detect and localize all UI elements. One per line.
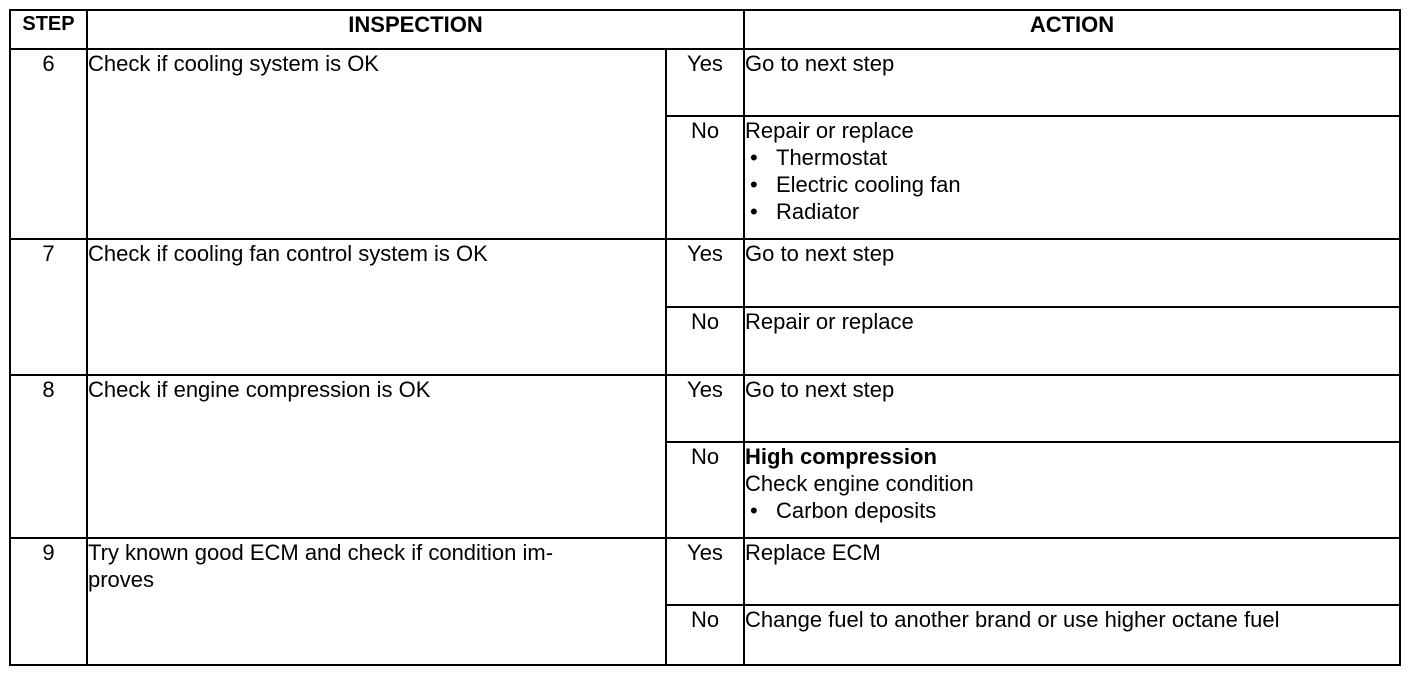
no-label: No	[666, 605, 744, 665]
yes-label: Yes	[666, 375, 744, 442]
bullet-list	[745, 144, 1399, 225]
yes-label: Yes	[666, 239, 744, 307]
inspection-text: Check if engine compression is OK	[87, 375, 666, 538]
action-text: Repair or replace	[745, 118, 914, 143]
action-no	[744, 116, 1400, 239]
action-yes: Go to next step	[744, 49, 1400, 116]
diagnostic-table	[9, 9, 1401, 666]
step-number: 8	[10, 375, 87, 538]
list-item-text: Electric cooling fan	[776, 172, 961, 197]
bullet-icon: •	[750, 199, 758, 224]
list-item-text: Thermostat	[776, 145, 888, 170]
header-inspection: INSPECTION	[87, 10, 744, 49]
bullet-icon: •	[750, 145, 758, 170]
action-heading: High compression	[745, 444, 937, 469]
action-yes: Go to next step	[744, 375, 1400, 442]
header-action: ACTION	[744, 10, 1400, 49]
bullet-list	[745, 497, 1399, 524]
inspection-text	[87, 538, 666, 665]
action-no	[744, 442, 1400, 538]
list-item	[747, 198, 1399, 225]
list-item	[747, 144, 1399, 171]
list-item	[747, 171, 1399, 198]
bullet-icon: •	[750, 498, 758, 523]
header-step: STEP	[10, 10, 87, 49]
step-number: 9	[10, 538, 87, 665]
inspection-line: Try known good ECM and check if condition im-	[88, 540, 554, 565]
inspection-line: proves	[88, 567, 155, 592]
inspection-text: Check if cooling fan control system is OK	[87, 239, 666, 375]
inspection-text: Check if cooling system is OK	[87, 49, 666, 239]
no-label: No	[666, 442, 744, 538]
step-number: 6	[10, 49, 87, 239]
action-text: Check engine condition	[745, 471, 974, 496]
no-label: No	[666, 307, 744, 375]
header-row	[10, 10, 1400, 49]
yes-label: Yes	[666, 538, 744, 605]
table-row	[10, 375, 1400, 442]
list-item-text: Carbon deposits	[776, 498, 937, 523]
action-yes: Replace ECM	[744, 538, 1400, 605]
action-yes: Go to next step	[744, 239, 1400, 307]
step-number: 7	[10, 239, 87, 375]
list-item-text: Radiator	[776, 199, 860, 224]
list-item	[747, 497, 1399, 524]
table-row	[10, 49, 1400, 116]
yes-label: Yes	[666, 49, 744, 116]
action-no: Change fuel to another brand or use higher octane fuel	[744, 605, 1400, 665]
bullet-icon: •	[750, 172, 758, 197]
table-row	[10, 239, 1400, 307]
no-label: No	[666, 116, 744, 239]
action-no: Repair or replace	[744, 307, 1400, 375]
table-row	[10, 538, 1400, 605]
